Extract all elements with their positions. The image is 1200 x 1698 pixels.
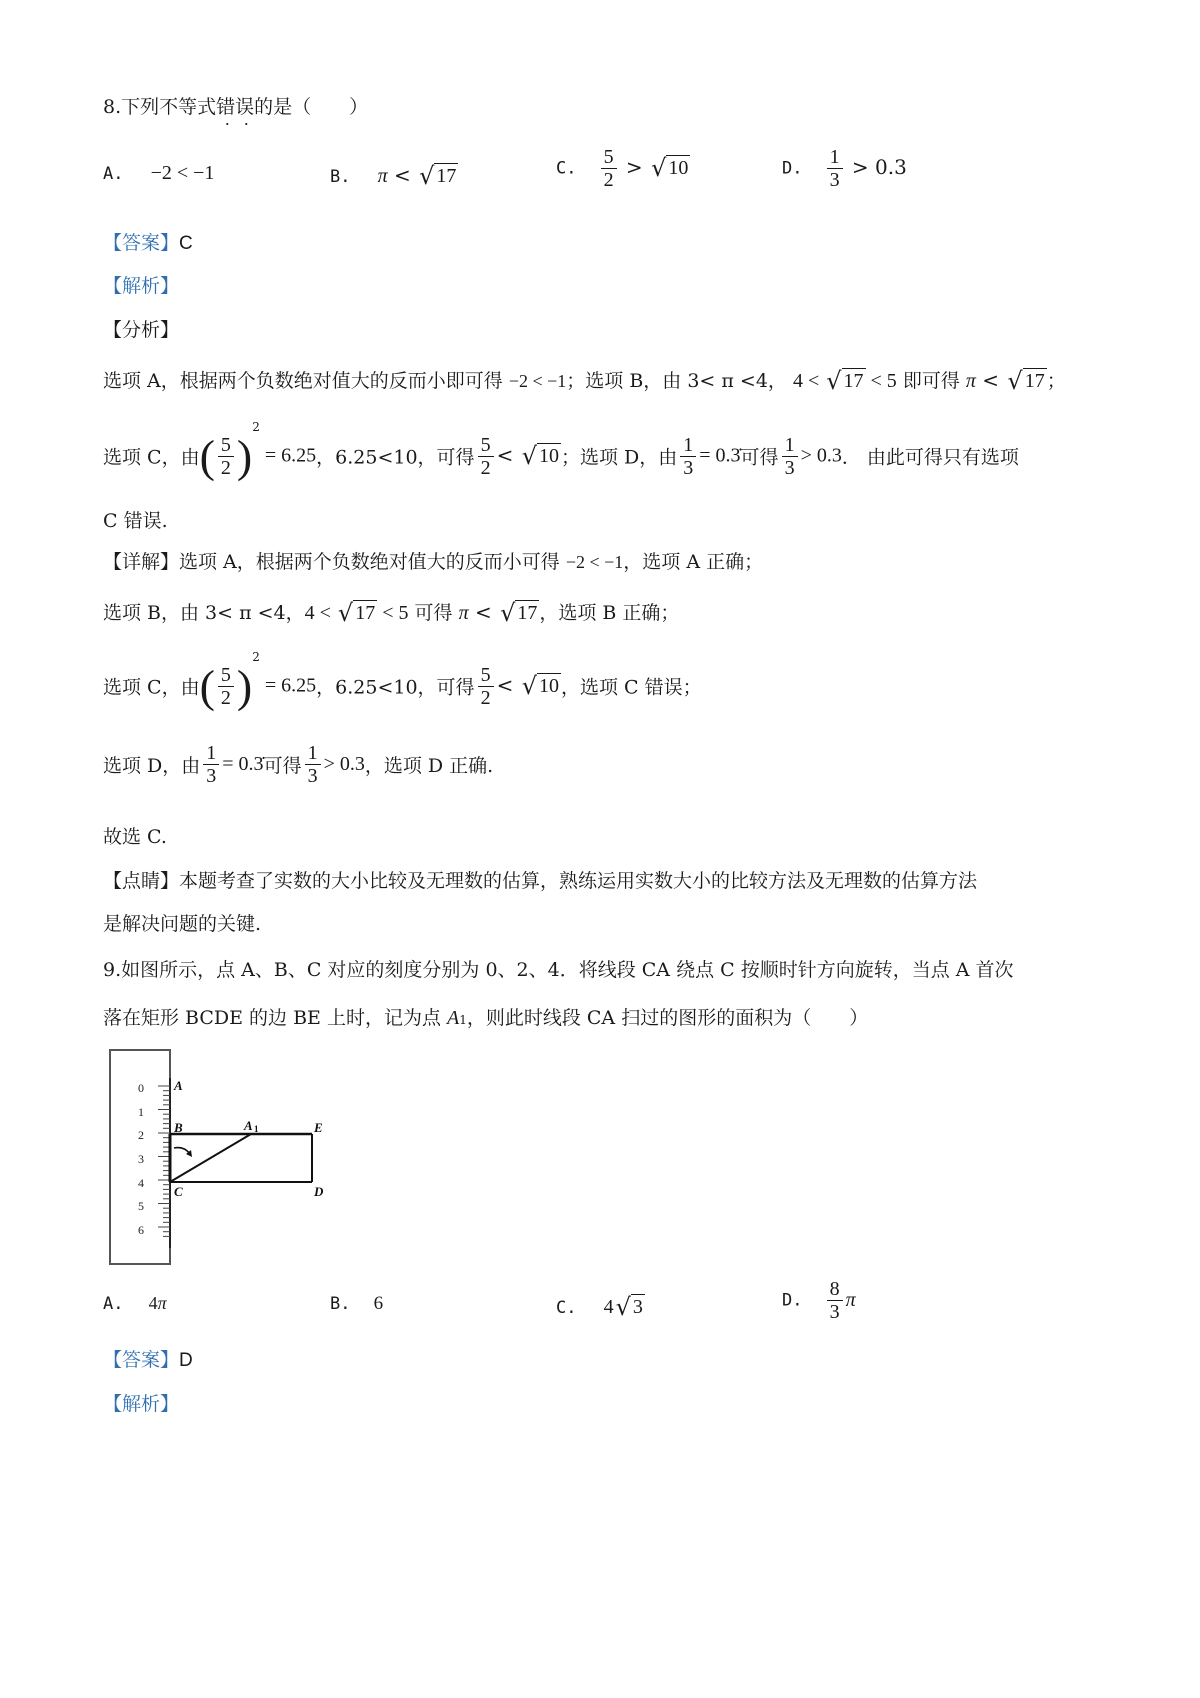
svg-text:6: 6 [138, 1223, 144, 1237]
q8-option-a[interactable]: A. −2 < −1 [103, 162, 215, 184]
svg-text:4: 4 [138, 1176, 144, 1190]
q8-detail-line1: 【详解】选项 A，根据两个负数绝对值大的反而小可得 −2 < −1，选项 A 正确； [103, 551, 764, 573]
label-A: A [174, 1078, 183, 1093]
q9-option-d[interactable]: D. $\frac{8}{3}$ π [782, 1278, 856, 1323]
label-C: C [174, 1184, 183, 1199]
q8-detail-line2: 选项 B，由 3< π <4，4 < √ 17 < 5 可得 π < √ 17 ，选项 B 正确； [103, 599, 680, 627]
q9-stem-line2: 落在矩形 BCDE 的边 BE 上时，记为点 A1，则此时线段 CA 扫过的图形的面积为（ ） [103, 1007, 869, 1029]
q8-fenxi-line3: C 错误. [103, 510, 168, 532]
label-B: B [174, 1120, 183, 1135]
svg-text:5: 5 [138, 1199, 144, 1213]
q9-stem-line1: 9.如图所示，点 A、B、C 对应的刻度分别为 0、2、4．将线段 CA 绕点 C 按顺时针方向旋转，当点 A 首次 [103, 959, 1014, 981]
svg-text:3: 3 [138, 1152, 144, 1166]
q8-answer: 【答案】C [103, 232, 193, 254]
q8-option-c[interactable]: C. $\frac{5}{2}$ > √ 10 [556, 146, 689, 191]
q8-detail-line4: 选项 D，由 $\frac{1}{3}$ = 0.3̇可得 $\frac{1}{3}$ > 0.3，选项 D 正确. [103, 742, 494, 787]
q9-option-c[interactable]: C. 4√ 3 [556, 1293, 643, 1321]
q8-option-b[interactable]: B. π < √ 17 [330, 162, 457, 190]
svg-text:0: 0 [138, 1081, 144, 1095]
q8-stem: 8.下列不等式错误的是（ ） [103, 96, 369, 118]
q8-comment-line1: 【点睛】本题考查了实数的大小比较及无理数的估算，熟练运用实数大小的比较方法及无理数的估算方法 [103, 870, 978, 892]
q9-option-a[interactable]: A. 4π [103, 1293, 167, 1314]
label-D: D [314, 1184, 324, 1199]
q8-analysis-tag: 【解析】 [103, 275, 180, 297]
label-E: E [314, 1120, 323, 1135]
label-A1-sub: 1 [254, 1124, 259, 1134]
q8-fenxi-tag: 【分析】 [103, 319, 180, 341]
q8-comment-line2: 是解决问题的关键. [103, 913, 262, 935]
label-A1: A [244, 1118, 253, 1133]
q8-fenxi-line2: 选项 C，由( $\frac{5}{2}$ )$^2$ = 6.25，6.25<10，可得 $\frac{5}{2}$ < √ 10 ；选项 D，由 $\frac{1}{3}$ = 0.3̇可得 $\frac{1}{3}$ > 0.3． 由此可得只有选项 [103, 420, 1019, 482]
ruler-ticks [158, 1086, 170, 1236]
segment-CA1 [170, 1134, 251, 1182]
q9-analysis-tag: 【解析】 [103, 1393, 180, 1415]
svg-text:2: 2 [138, 1128, 144, 1142]
q9-figure [108, 1048, 348, 1270]
q8-detail-line3: 选项 C，由( $\frac{5}{2}$ )$^2$ = 6.25，6.25<10，可得 $\frac{5}{2}$ < √ 10 ，选项 C 错误； [103, 650, 702, 712]
q9-answer: 【答案】D [103, 1349, 193, 1371]
svg-text:1: 1 [138, 1105, 144, 1119]
q8-fenxi-line1: 选项 A，根据两个负数绝对值大的反而小即可得 −2 < −1；选项 B，由 3< π <4， 4 < √ 17 < 5 即可得 π < √ 17 ； [103, 367, 1066, 395]
q9-option-b[interactable]: B. 6 [330, 1293, 384, 1314]
ruler-numbers [138, 1081, 144, 1237]
q8-conclusion: 故选 C. [103, 826, 167, 848]
q8-option-d[interactable]: D. $\frac{1}{3}$ > 0.3 [782, 146, 907, 191]
